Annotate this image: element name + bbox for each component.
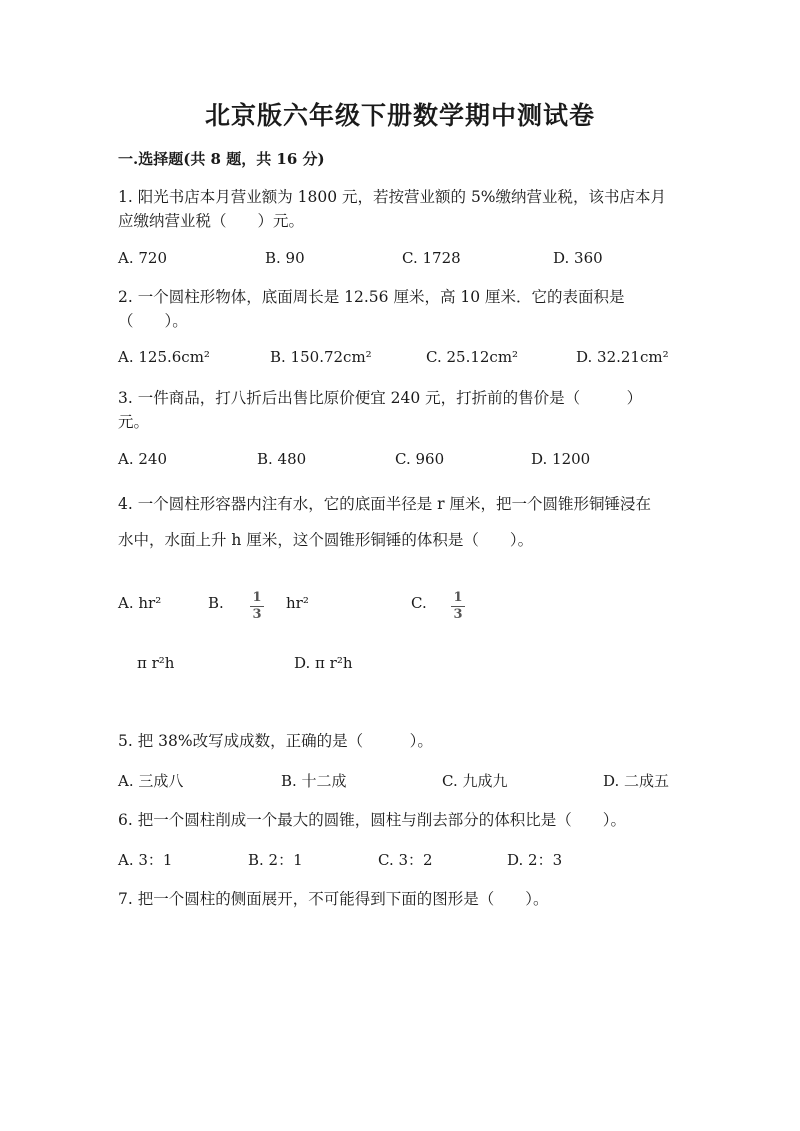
q6-option-c: C. 3：2 <box>378 851 433 869</box>
q6-option-d: D. 2：3 <box>507 851 563 869</box>
q1-option-c: C. 1728 <box>402 249 461 267</box>
question-6-line-1: 6. 把一个圆柱削成一个最大的圆锥，圆柱与削去部分的体积比是（ ）。 <box>118 811 626 829</box>
q4-option-c-fraction <box>451 591 465 622</box>
question-7 <box>118 887 678 911</box>
q4-option-b-fraction <box>250 591 264 622</box>
q4-option-b-label: B. <box>208 594 224 612</box>
q1-option-d: D. 360 <box>553 249 603 267</box>
q1-option-b: B. 90 <box>265 249 305 267</box>
q3-option-c: C. 960 <box>395 450 445 468</box>
question-7-line-1: 7. 把一个圆柱的侧面展开，不可能得到下面的图形是（ ）。 <box>118 890 549 908</box>
question-2 <box>118 285 678 333</box>
q5-option-c: C. 九成九 <box>442 772 508 790</box>
q4-option-b-tail: hr² <box>286 594 309 612</box>
q3-option-a: A. 240 <box>118 450 167 468</box>
q3-option-d: D. 1200 <box>531 450 591 468</box>
question-6 <box>118 808 678 832</box>
section-heading: 一.选择题(共 8 题，共 16 分) <box>118 150 325 168</box>
q2-option-b: B. 150.72cm² <box>270 348 372 366</box>
question-3-line-2: 元。 <box>118 413 150 431</box>
q2-option-c: C. 25.12cm² <box>426 348 519 366</box>
question-3 <box>118 386 678 434</box>
question-5-line-1: 5. 把 38%改写成成数，正确的是（ ）。 <box>118 732 433 750</box>
question-1 <box>118 185 678 233</box>
q5-option-d: D. 二成五 <box>603 772 670 790</box>
q2-option-a: A. 125.6cm² <box>118 348 210 366</box>
q4-option-d: D. π r²h <box>294 654 353 672</box>
fraction-denominator: 3 <box>453 607 463 622</box>
fraction-denominator: 3 <box>252 607 262 622</box>
q2-option-d: D. 32.21cm² <box>576 348 669 366</box>
fraction-numerator: 1 <box>252 590 262 605</box>
question-2-line-1: 2. 一个圆柱形物体，底面周长是 12.56 厘米，高 10 厘米．它的表面积是 <box>118 288 625 306</box>
question-2-line-2: （ ）。 <box>118 312 188 330</box>
q1-option-a: A. 720 <box>118 249 167 267</box>
question-4 <box>118 486 678 558</box>
q4-option-c-tail: π r²h <box>137 654 175 672</box>
question-1-line-2: 应缴纳营业税（ ）元。 <box>118 212 305 230</box>
question-4-line-1: 4. 一个圆柱形容器内注有水，它的底面半径是 r 厘米，把一个圆锥形铜锤浸在 <box>118 495 651 513</box>
q3-option-b: B. 480 <box>257 450 307 468</box>
q5-option-a: A. 三成八 <box>118 772 184 790</box>
q4-option-a: A. hr² <box>118 594 162 612</box>
q6-option-b: B. 2：1 <box>248 851 303 869</box>
question-3-line-1: 3. 一件商品，打八折后出售比原价便宜 240 元，打折前的售价是（ ） <box>118 389 643 407</box>
page-title: 北京版六年级下册数学期中测试卷 <box>204 101 595 130</box>
question-1-line-1: 1. 阳光书店本月营业额为 1800 元，若按营业额的 5%缴纳营业税，该书店本月 <box>118 188 667 206</box>
question-5 <box>118 729 678 753</box>
question-4-line-2: 水中，水面上升 h 厘米，这个圆锥形铜锤的体积是（ ）。 <box>118 531 534 549</box>
q4-option-c-label: C. <box>411 594 427 612</box>
q5-option-b: B. 十二成 <box>281 772 347 790</box>
fraction-numerator: 1 <box>453 590 463 605</box>
q6-option-a: A. 3：1 <box>118 851 173 869</box>
